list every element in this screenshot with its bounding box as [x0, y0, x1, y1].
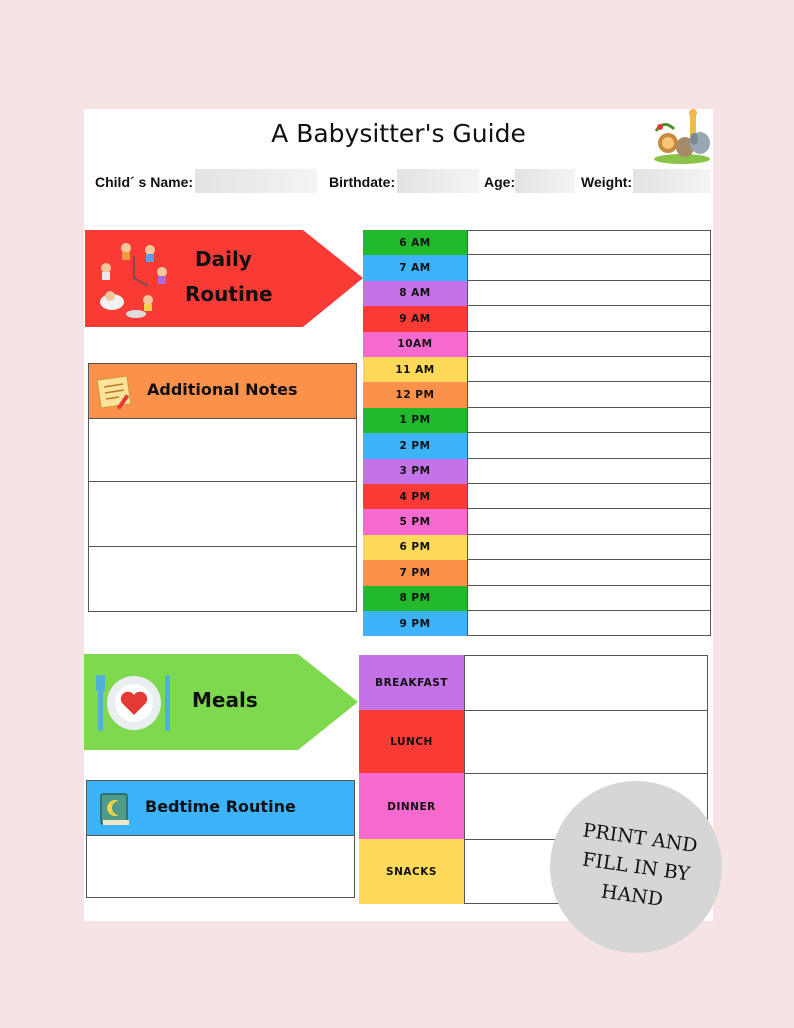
schedule-row — [363, 484, 711, 509]
meal-entry-field[interactable] — [464, 655, 708, 711]
meal-label: SNACKS — [359, 839, 464, 904]
plate-cutlery-icon — [94, 669, 174, 735]
schedule-time-label: 1 PM — [363, 408, 467, 433]
stamp-line-2: FILL IN BY — [580, 848, 692, 885]
bedtime-routine-header — [86, 780, 355, 836]
schedule-time-label: 12 PM — [363, 382, 467, 407]
child-info-row — [84, 169, 713, 195]
schedule-entry-field[interactable] — [467, 255, 711, 280]
birthdate-label: Birthdate: — [329, 174, 396, 190]
schedule-time-label: 3 PM — [363, 459, 467, 484]
notes-box-1[interactable] — [88, 418, 357, 482]
schedule-time-label: 8 PM — [363, 586, 467, 611]
child-name-label: Child´ s Name: — [95, 174, 194, 190]
schedule-row — [363, 357, 711, 382]
additional-notes-label: Additional Notes — [147, 380, 298, 399]
schedule-time-label: 6 PM — [363, 535, 467, 560]
additional-notes-header — [88, 363, 357, 419]
schedule-entry-field[interactable] — [467, 357, 711, 382]
animals-icon — [652, 109, 712, 165]
schedule-row — [363, 459, 711, 484]
schedule-entry-field[interactable] — [467, 408, 711, 433]
schedule-entry-field[interactable] — [467, 611, 711, 636]
stamp-line-3: HAND — [599, 880, 665, 911]
schedule-time-label: 8 AM — [363, 281, 467, 306]
schedule-time-label: 7 AM — [363, 255, 467, 280]
kids-routine-icon — [94, 238, 174, 320]
weight-label: Weight: — [581, 174, 633, 190]
schedule-row — [363, 306, 711, 331]
schedule-row — [363, 281, 711, 306]
age-label: Age: — [484, 174, 516, 190]
schedule-entry-field[interactable] — [467, 509, 711, 534]
sticky-note-icon — [95, 374, 135, 412]
schedule-row — [363, 255, 711, 280]
schedule-time-label: 7 PM — [363, 560, 467, 585]
schedule-row — [363, 509, 711, 534]
schedule-row — [363, 230, 711, 255]
meal-label: DINNER — [359, 773, 464, 840]
schedule-entry-field[interactable] — [467, 281, 711, 306]
schedule-time-label: 5 PM — [363, 509, 467, 534]
schedule-time-label: 9 PM — [363, 611, 467, 636]
notes-box-2[interactable] — [88, 481, 357, 547]
stamp-text — [561, 814, 712, 920]
schedule-entry-field[interactable] — [467, 560, 711, 585]
schedule-time-label: 4 PM — [363, 484, 467, 509]
bedtime-book-icon — [95, 790, 135, 828]
schedule-time-label: 2 PM — [363, 433, 467, 458]
child-name-field[interactable] — [195, 169, 317, 193]
meal-row — [359, 655, 708, 711]
schedule-entry-field[interactable] — [467, 332, 711, 357]
meal-entry-field[interactable] — [464, 710, 708, 774]
schedule-time-label: 6 AM — [363, 230, 467, 255]
schedule-entry-field[interactable] — [467, 586, 711, 611]
schedule-row — [363, 611, 711, 636]
schedule-row — [363, 433, 711, 458]
schedule-entry-field[interactable] — [467, 433, 711, 458]
schedule-entry-field[interactable] — [467, 382, 711, 407]
birthdate-field[interactable] — [397, 169, 479, 193]
schedule-row — [363, 560, 711, 585]
schedule-entry-field[interactable] — [467, 306, 711, 331]
print-fill-stamp — [550, 781, 722, 953]
schedule-time-label: 9 AM — [363, 306, 467, 331]
weight-field[interactable] — [633, 169, 711, 193]
daily-routine-title-line1: Daily — [195, 247, 252, 271]
schedule-entry-field[interactable] — [467, 459, 711, 484]
meals-title: Meals — [192, 688, 258, 712]
meals-banner — [84, 654, 358, 750]
meal-row — [359, 710, 708, 774]
stamp-line-1: PRINT AND — [581, 818, 699, 857]
schedule-entry-field[interactable] — [467, 230, 711, 255]
meal-label: BREAKFAST — [359, 655, 464, 711]
schedule-row — [363, 382, 711, 407]
notes-box-3[interactable] — [88, 546, 357, 612]
schedule-row — [363, 586, 711, 611]
schedule-time-label: 11 AM — [363, 357, 467, 382]
schedule-row — [363, 535, 711, 560]
schedule-row — [363, 332, 711, 357]
schedule-entry-field[interactable] — [467, 484, 711, 509]
meal-label: LUNCH — [359, 710, 464, 774]
bedtime-routine-label: Bedtime Routine — [145, 797, 296, 816]
bedtime-notes-box[interactable] — [86, 835, 355, 898]
daily-routine-banner — [85, 230, 363, 327]
age-field[interactable] — [515, 169, 575, 193]
schedule-entry-field[interactable] — [467, 535, 711, 560]
schedule-time-label: 10AM — [363, 332, 467, 357]
daily-routine-title-line2: Routine — [185, 282, 273, 306]
page-title: A Babysitter's Guide — [271, 119, 526, 148]
schedule-row — [363, 408, 711, 433]
